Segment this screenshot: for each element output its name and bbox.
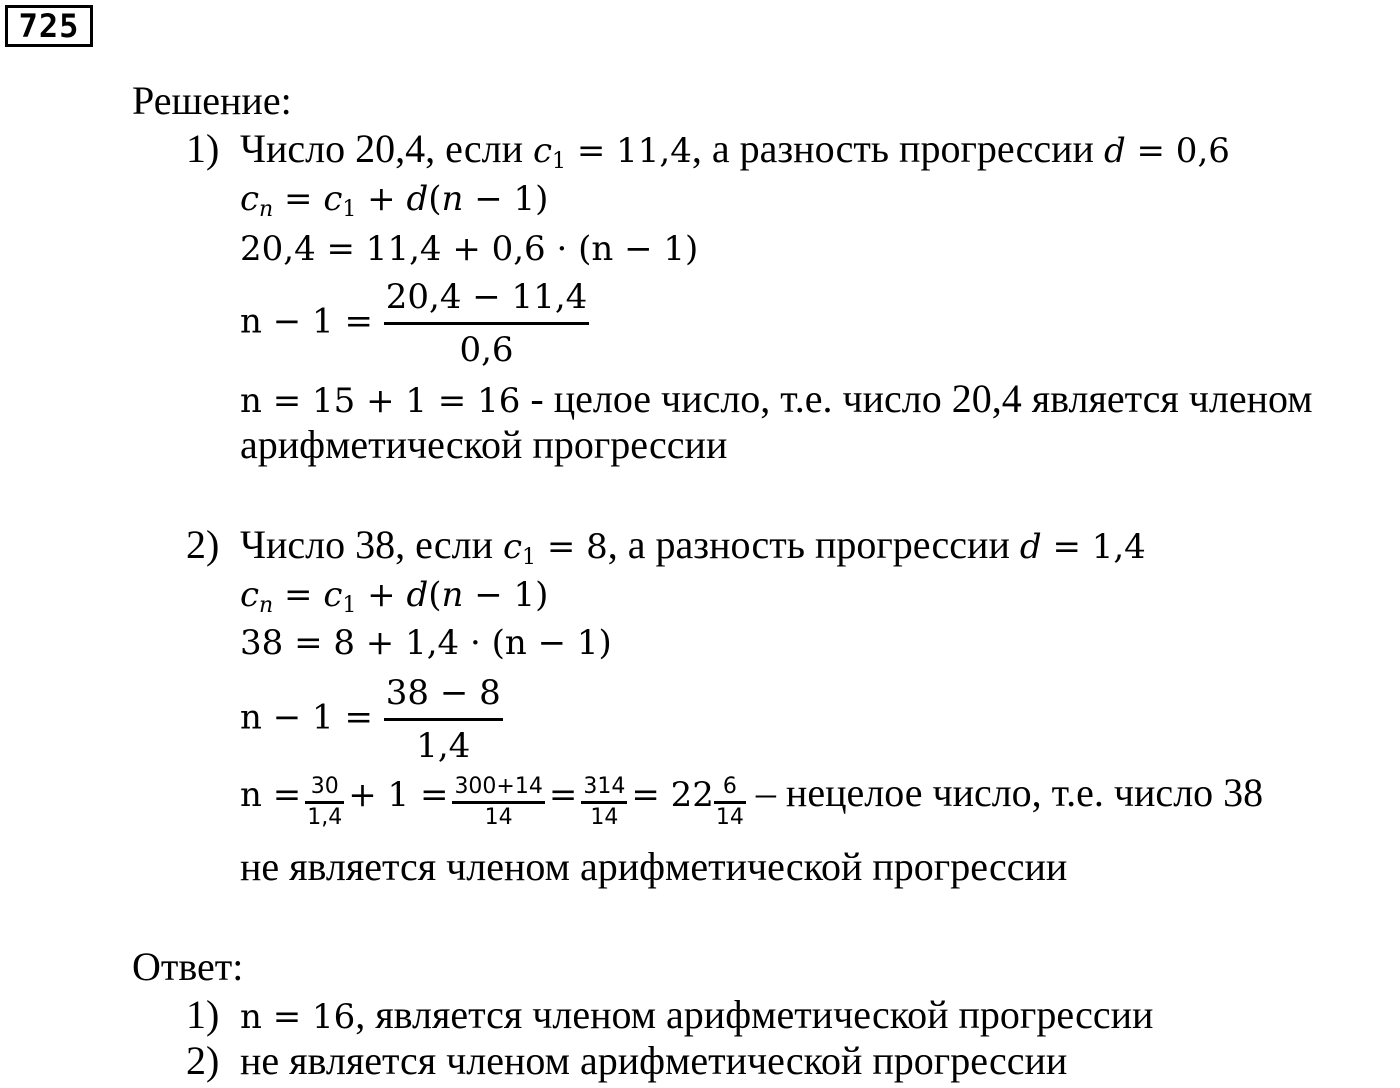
part1-step3-cont: арифметической прогрессии — [240, 422, 728, 467]
part2-fraction — [384, 668, 503, 771]
part2-frac1: $\frac{30}{1,4}$ — [307, 773, 343, 830]
part2-fraction-numerator: 38 − 8 — [384, 668, 503, 721]
part2-intro-c1: $c_1 = 8$ — [503, 527, 608, 570]
part1-step3 — [240, 376, 1313, 424]
solution-heading: Решение: — [132, 78, 292, 123]
part2-step2-lhs: n − 1 = — [240, 697, 373, 738]
answer-item1-math: n = 16 — [240, 997, 356, 1037]
part2-formula: $c_n = c_1 + d(n - 1)$ — [240, 575, 549, 618]
part1-step3-math: n = 15 + 1 = 16 — [240, 381, 521, 421]
part2-step3-cont: не является членом арифметической прогрессии — [240, 844, 1068, 889]
answer-item1-text: , является членом арифметической прогрессии — [355, 992, 1154, 1037]
answer-heading: Ответ: — [132, 944, 244, 989]
part1-step2-lhs: n − 1 = — [240, 301, 373, 342]
answer-item1-index: 1) — [186, 992, 220, 1037]
part2-frac2: $\frac{300+14}{14}$ — [454, 773, 543, 830]
part1-step3-text: - целое число, т.е. число 20,4 является членом — [520, 376, 1313, 421]
part2-step3: n = $\frac{30}{1,4}$ + 1 = $\frac{300+14}{14}$ = $\frac{314}{14}$ = 22 $\frac{6}{14}$ – нецелое число, т.е. число 38 — [240, 770, 1264, 830]
part1-step1: 20,4 = 11,4 + 0,6 · (n − 1) — [240, 229, 699, 269]
part2-intro-d: d = 1,4 — [1019, 527, 1146, 567]
part2-step1: 38 = 8 + 1,4 · (n − 1) — [240, 623, 612, 663]
part2-fraction-denominator: 1,4 — [416, 726, 471, 766]
part1-step2 — [240, 272, 589, 375]
part1-fraction-numerator: 20,4 − 11,4 — [384, 272, 590, 325]
part2-frac3: $\frac{314}{14}$ — [583, 773, 626, 830]
part1-intro-text: Число 20,4, если — [240, 126, 533, 171]
answer-item1 — [240, 992, 1153, 1040]
answer-item2: не является членом арифметической прогрессии — [240, 1038, 1068, 1083]
part1-fraction-denominator: 0,6 — [459, 330, 514, 370]
part2-frac4: $\frac{6}{14}$ — [715, 773, 744, 830]
part1-intro — [240, 126, 1230, 174]
part1-formula: $c_n = c_1 + d(n - 1)$ — [240, 179, 549, 222]
part1-intro-c1: $c_1 = 11,4$ — [533, 131, 692, 174]
part2-step3-text: – нецелое число, т.е. число 38 — [745, 770, 1264, 815]
problem-number-badge: 725 — [5, 5, 93, 47]
part2-intro-text: Число 38, если — [240, 522, 503, 567]
part2-intro — [240, 522, 1146, 570]
part1-intro-text-b: , а разность прогрессии — [691, 126, 1104, 171]
part2-intro-text-b: , а разность прогрессии — [607, 522, 1020, 567]
part1-fraction — [384, 272, 590, 375]
answer-item2-index: 2) — [186, 1038, 220, 1083]
part2-index: 2) — [186, 522, 220, 567]
part1-index: 1) — [186, 126, 220, 171]
part2-step3-n: n = — [240, 775, 302, 815]
part2-step2 — [240, 668, 503, 771]
part1-intro-d: d = 0,6 — [1103, 131, 1230, 171]
